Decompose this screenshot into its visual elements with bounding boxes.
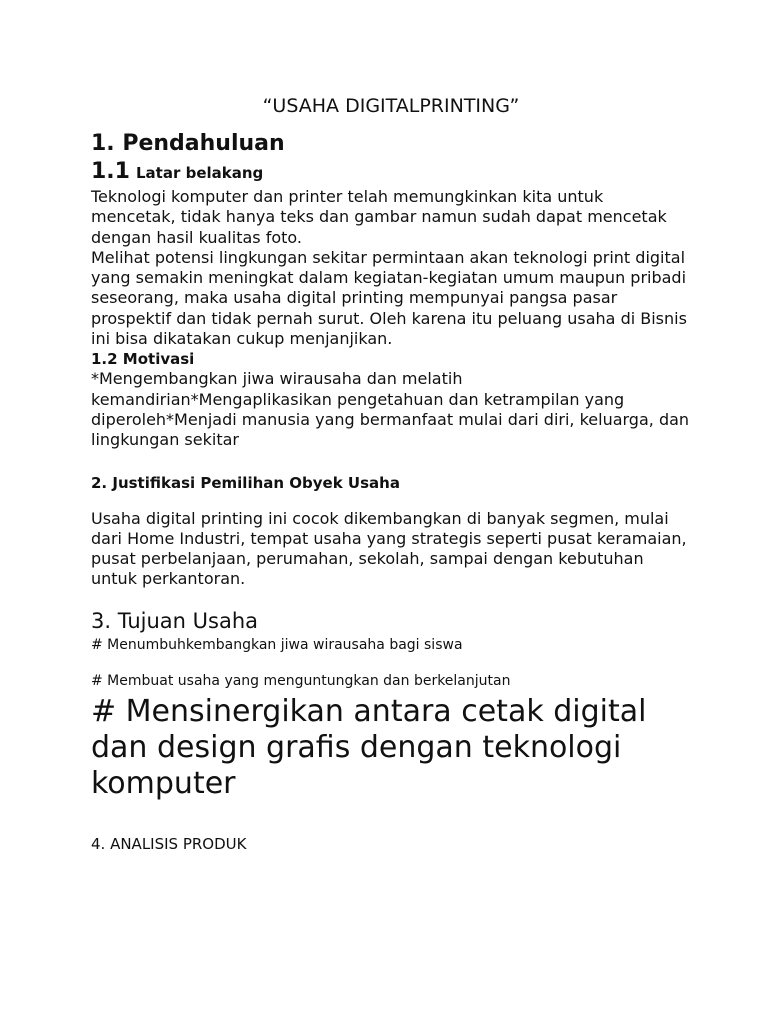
- document-title: “USAHA DIGITALPRINTING”: [262, 95, 520, 117]
- section-3-heading: 3. Tujuan Usaha: [91, 608, 259, 633]
- goal-item-2: # Membuat usaha yang menguntungkan dan berkelanjutan: [91, 672, 511, 689]
- justification-paragraph: Usaha digital printing ini cocok dikembangkan di banyak segmen, mulai dari Home Industri, tempat usaha yang strategis seperti pusat keramaian, pusat perbelanjaan, perumahan, sekolah, sampai dengan kebutuhan untuk perkantoran.: [91, 508, 687, 589]
- goal-item-1: # Menumbuhkembangkan jiwa wirausaha bagi siswa: [91, 636, 463, 653]
- motivation-paragraph: *Mengembangkan jiwa wirausaha dan melatih kemandirian*Mengaplikasikan pengetahuan dan ketrampilan yang diperoleh*Menjadi manusia yang bermanfaat mulai dari diri, keluarga, dan lingkungan sekitar: [91, 369, 690, 450]
- background-paragraph-2: Melihat potensi lingkungan sekitar permintaan akan teknologi print digital yang semakin meningkat dalam kegiatan-kegiatan umum maupun pribadi seseorang, maka usaha digital printing mempunyai pangsa pasar prospektif dan tidak pernah surut. Oleh karena itu peluang usaha di Bisnis ini bisa dikatakan cukup menjanjikan.: [91, 247, 687, 349]
- section-1-2-heading: 1.2 Motivasi: [91, 350, 195, 369]
- section-4-heading: 4. ANALISIS PRODUK: [91, 834, 247, 853]
- section-1-1-heading: [91, 158, 691, 187]
- section-1-heading: 1. Pendahuluan: [91, 131, 285, 156]
- background-paragraph-1: Teknologi komputer dan printer telah memungkinkan kita untuk mencetak, tidak hanya teks dan gambar namun sudah dapat mencetak dengan hasil kualitas foto.: [91, 187, 667, 247]
- document-content: [91, 90, 691, 854]
- section-1-1-title: Latar belakang: [135, 164, 264, 182]
- section-1-1-number: 1.1: [91, 159, 130, 184]
- section-2-heading: 2. Justifikasi Pemilihan Obyek Usaha: [91, 473, 400, 492]
- goal-item-3: # Mensinergikan antara cetak digital dan design grafis dengan teknologi komputer: [91, 693, 647, 801]
